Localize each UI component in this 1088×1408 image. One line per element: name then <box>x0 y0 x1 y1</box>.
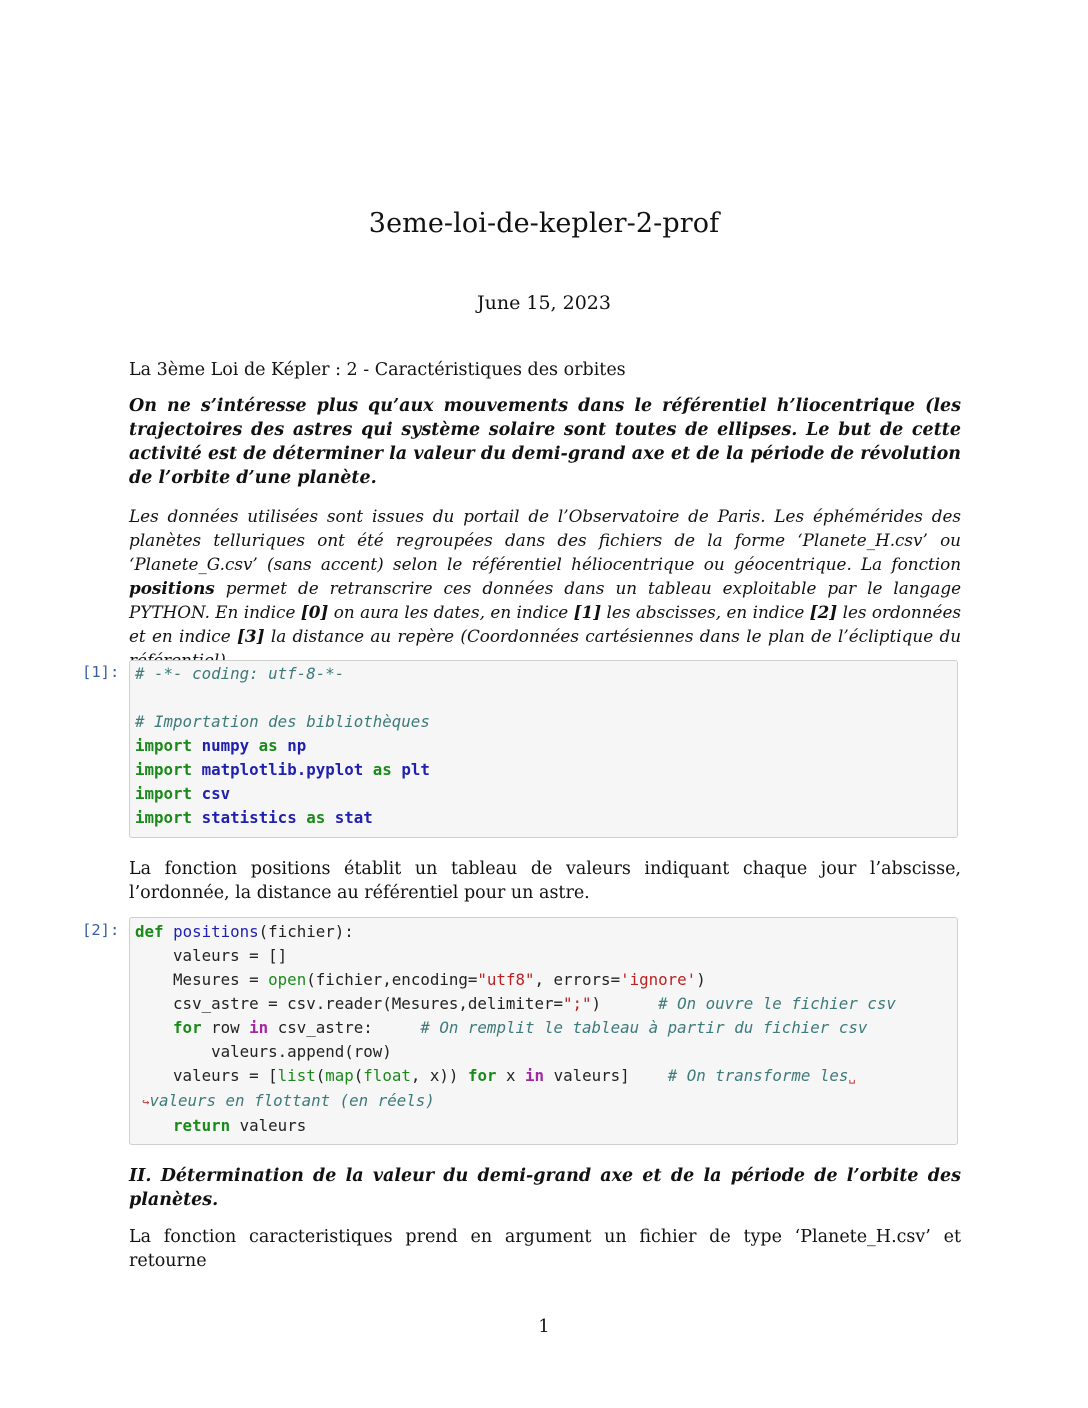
page-number: 1 <box>538 1316 550 1337</box>
cell-prompt: [2]: <box>82 921 120 939</box>
positions-paragraph: La fonction positions établit un tableau de valeurs indiquant chaque jour l’abscisse, l’ordonnée, la distance au référentiel pour un astre. <box>129 859 961 903</box>
caracteristiques-paragraph: La fonction caracteristiques prend en argument un fichier de type ‘Planete_H.csv’ et retourne <box>129 1227 961 1271</box>
code-positions: def positions(fichier): valeurs = [] Mesures = open(fichier,encoding="utf8", errors='ignore') csv_astre = csv.reader(Mesures,delimiter=";") # On ouvre le fichier csv for row in csv_astre: # On remplit le tableau à partir du fichier csv valeurs.append(row) valeurs = [list(map(float, x)) for x in valeurs] # On transforme les␣ ↪valeurs en flottant (en réels) return valeurs <box>135 922 896 1135</box>
data-source-paragraph: Les données utilisées sont issues du portail de l’Observatoire de Paris. Les éphémérides des planètes telluriques ont été regroupées dans des fichiers de la forme ‘Planete_H.csv’ ou ‘Planete_G.csv’ (sans accent) selon le référentiel héliocentrique ou géocentrique. La fonction positions permet de retranscrire ces données dans un tableau exploitable par le langage PYTHON. En indice [0] on aura les dates, en indice [1] les abscisses, en indice [2] les ordonnées et en indice [3] la distance au repère (Coordonnées cartésiennes dans le plan de l’écliptique du <box>129 506 962 646</box>
code-imports: # -*- coding: utf-8-*- # Importation des bibliothèques import numpy as np import matplotlib.pyplot as plt import csv import statistics as stat <box>135 664 430 827</box>
intro-text: La 3ème Loi de Képler : 2 - Caractéristiques des orbites <box>129 360 626 380</box>
objective-paragraph: On ne s’intéresse plus qu’aux mouvements dans le référentiel h’liocentrique (les trajectoires des astres qui système solaire sont toutes de ellipses. Le but de cette activité est de déterminer la valeur du demi-grand axe et de la période de révolution de l’orbite d’une planète. <box>129 396 961 488</box>
cell-prompt: [1]: <box>82 663 120 681</box>
document-date: June 15, 2023 <box>477 292 611 314</box>
positions-keyword: positions <box>129 578 215 598</box>
document-title: 3eme-loi-de-kepler-2-prof <box>368 208 720 239</box>
section-heading: II. Détermination de la valeur du demi-grand axe et de la période de l’orbite des planètes. <box>129 1166 961 1210</box>
